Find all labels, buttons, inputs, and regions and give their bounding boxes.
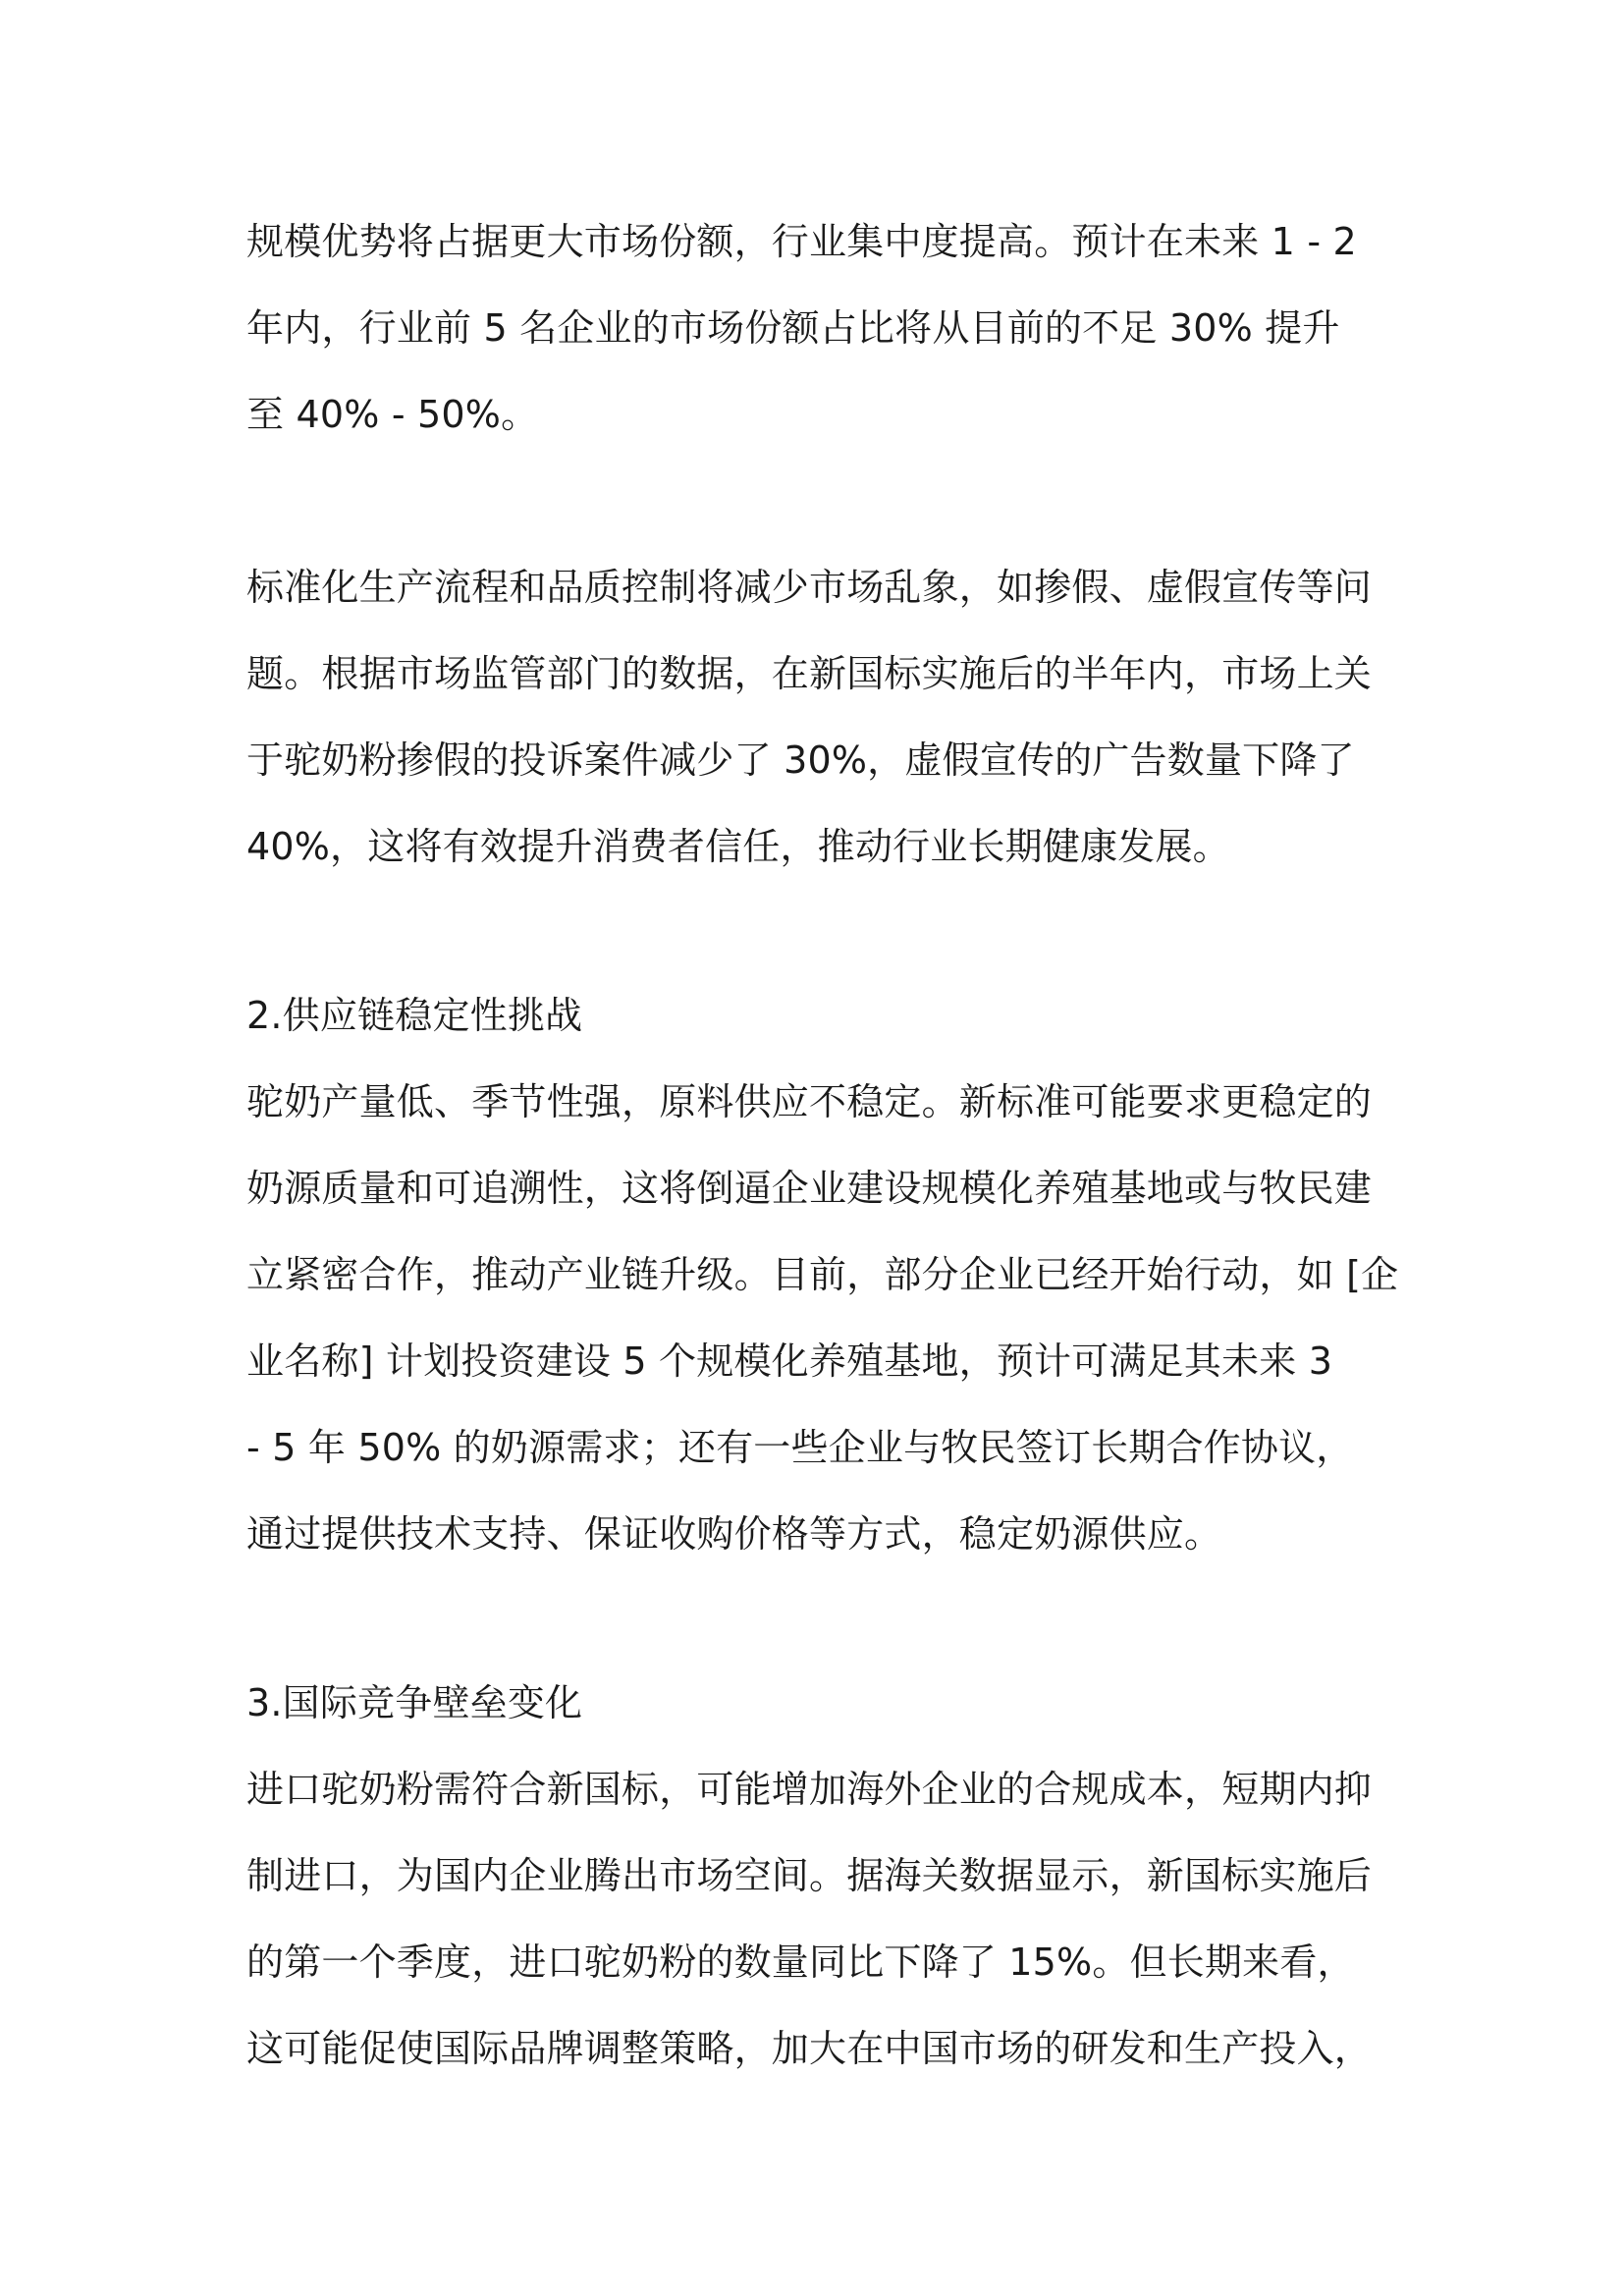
paragraph-line: 通过提供技术支持、保证收购价格等方式，稳定奶源供应。 [246, 1512, 1222, 1556]
paragraph-line: 这可能促使国际品牌调整策略，加大在中国市场的研发和生产投入， [246, 2027, 1373, 2070]
section-heading: 3.国际竞争壁垒变化 [246, 1681, 583, 1724]
paragraph-line: 驼奶产量低、季节性强，原料供应不稳定。新标准可能要求更稳定的 [246, 1080, 1373, 1123]
section-heading: 2.供应链稳定性挑战 [246, 994, 583, 1037]
paragraph-line: 标准化生产流程和品质控制将减少市场乱象，如掺假、虚假宣传等问 [246, 566, 1373, 609]
paragraph-line: 题。根据市场监管部门的数据，在新国标实施后的半年内，市场上关 [246, 652, 1373, 695]
paragraph-line: 规模优势将占据更大市场份额，行业集中度提高。预计在未来 1 - 2 [246, 220, 1357, 263]
paragraph-line: 年内，行业前 5 名企业的市场份额占比将从目前的不足 30% 提升 [246, 306, 1340, 350]
paragraph-line: 立紧密合作，推动产业链升级。目前，部分企业已经开始行动，如 [企 [246, 1253, 1399, 1296]
paragraph-line: - 5 年 50% 的奶源需求；还有一些企业与牧民签订长期合作协议， [246, 1426, 1354, 1469]
paragraph-line: 进口驼奶粉需符合新国标，可能增加海外企业的合规成本，短期内抑 [246, 1768, 1373, 1811]
paragraph-line: 于驼奶粉掺假的投诉案件减少了 30%，虚假宣传的广告数量下降了 [246, 738, 1355, 782]
paragraph-line: 至 40% - 50%。 [246, 393, 539, 436]
paragraph-line: 业名称] 计划投资建设 5 个规模化养殖基地，预计可满足其未来 3 [246, 1339, 1333, 1383]
paragraph-line: 40%，这将有效提升消费者信任，推动行业长期健康发展。 [246, 825, 1230, 868]
paragraph-line: 制进口，为国内企业腾出市场空间。据海关数据显示，新国标实施后 [246, 1854, 1373, 1897]
paragraph-line: 奶源质量和可追溯性，这将倒逼企业建设规模化养殖基地或与牧民建 [246, 1167, 1373, 1210]
paragraph-line: 的第一个季度，进口驼奶粉的数量同比下降了 15%。但长期来看， [246, 1941, 1355, 1984]
